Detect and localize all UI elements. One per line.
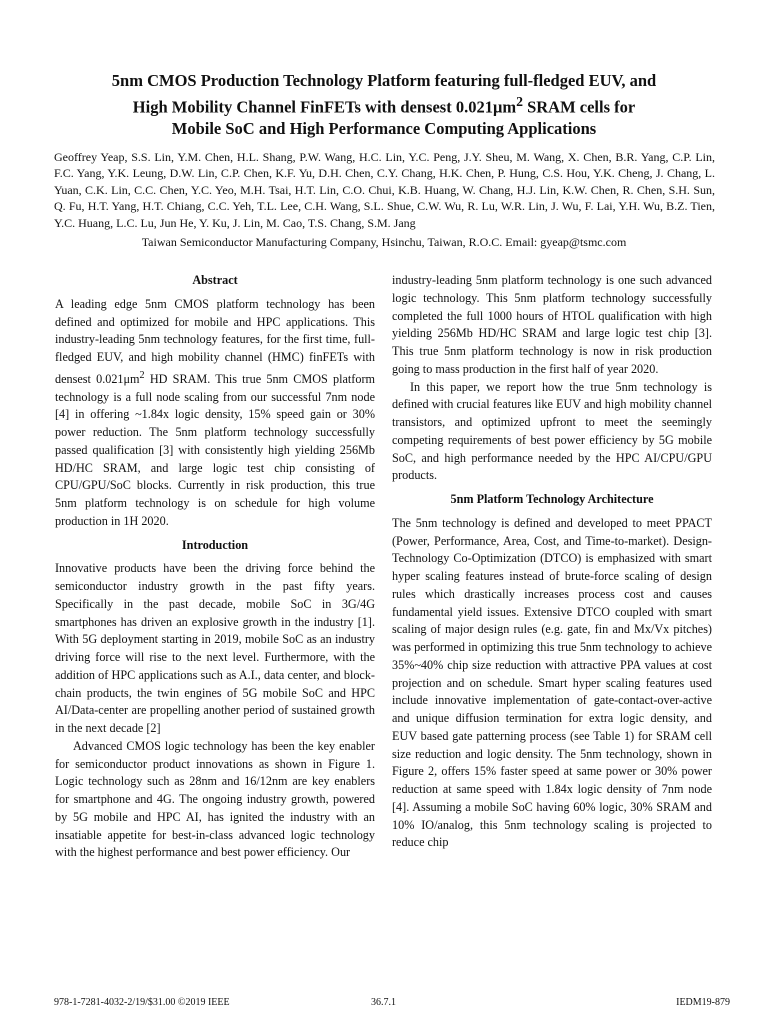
affiliation: Taiwan Semiconductor Manufacturing Company, Hsinchu, Taiwan, R.O.C. Email: gyeap@tsmc.com xyxy=(141,235,627,249)
title-line-2-end: SRAM cells for xyxy=(522,97,636,117)
title-line-1: 5nm CMOS Production Technology Platform featuring full-fledged EUV, and xyxy=(111,71,657,90)
intro-paragraph-1: Innovative products have been the driving force behind the semiconductor industry growth in the past fifty years. Specifically in the past decade, mobile SoC in 3G/4G smartphones has driven an explosive growth in the industry [1]. With 5G deployment starting in 2019, mobile SoC as an industry driving force will rise to the next level. Furthermore, with the addition of HPC applications such as A.I., data center, and block-chain products, the twin engines of 5G mobile SoC and HPC AI/Data-center are propelling another period of sustained growth in the next decade [2] xyxy=(55,561,375,736)
abstract-heading: Abstract xyxy=(192,273,238,287)
architecture-heading: 5nm Platform Technology Architecture xyxy=(450,492,654,506)
abstract-text-part-2: HD SRAM. This true 5nm CMOS platform technology is a full node scaling from our successful 7nm node [4] in offering ~1.84x logic density, 15% speed gain or 30% power reduction. The 5nm platform technology successfully passed qualification [3] with consistently high yielding 256Mb HD/HC SRAM, and large logic test chip consisting of CPU/GPU/SoC blocks. Currently in risk production, this true 5nm platform technology is on schedule for high volume production in 1H 2020. xyxy=(55,371,375,528)
intro-paragraph-4: In this paper, we report how the true 5nm technology is defined with crucial features like EUV and high mobility channel transistors, and optimized upfront to meet the seemingly competing requirements of best power efficiency by 5G mobile SoC, and high performance needed by the HPC AI/CPU/GPU products. xyxy=(392,379,712,483)
footer-isbn: 978-1-7281-4032-2/19/$31.00 ©2019 IEEE xyxy=(54,997,230,1008)
abstract-text-part-1: A leading edge 5nm CMOS platform technology has been defined and optimized for mobile and HPC applications. This industry-leading 5nm technology features, for the first time, full-fledged EUV, and high mobility channel (HMC) finFETs with densest 0.021μm xyxy=(55,296,375,386)
title-line-3: Mobile SoC and High Performance Computing Applications xyxy=(171,118,597,138)
left-column xyxy=(55,272,375,862)
architecture-paragraph-1: The 5nm technology is defined and developed to meet PPACT (Power, Performance, Area, Cost, and Time-to-market). Design-Technology Co-Optimization (DTCO) is emphasized with smart hyper scaling features instead of brute-force scaling of design rules which drastically increases process cost and causes fundamental yield issues. Extensive DTCO coupled with smart scaling of major design rules (e.g. gate, fin and Mx/Vx pitches) was performed in optimizing this true 5nm technology to achieve 35%~40% chip size reduction with attractive PPA values at cost projection and on schedule. Smart hyper scaling features used include innovative implementation of gate-contact-over-active and unique diffusion termination for extra logic density, and EUV based gate patterning process (see Table 1) for SRAM cell size reduction and logic density. The 5nm technology, shown in Figure 2, offers 15% faster speed at same power or 30% power reduction at same speed with 1.84x logic density of 7nm node [4]. Assuming a mobile SoC having 60% logic, 30% SRAM and 10% IO/analog, this 5nm technology scaling is projected to reduce chip xyxy=(392,515,712,850)
title-mu-symbol: μ xyxy=(492,97,503,117)
title-line-2-start: High Mobility Channel FinFETs with densest 0.021 xyxy=(132,97,493,117)
abstract-squared: 2 xyxy=(139,369,145,381)
footer-conference-id: IEDM19-879 xyxy=(676,997,730,1008)
introduction-heading: Introduction xyxy=(181,537,249,552)
author-list: Geoffrey Yeap, S.S. Lin, Y.M. Chen, H.L. Shang, P.W. Wang, H.C. Lin, Y.C. Peng, J.Y. Sheu, M. Wang, X. Chen, B.R. Yang, C.P. Lin, F.C. Yang, Y.K. Leung, D.W. Lin, C.P. Chen, K.F. Yu, D.H. Chen, C.Y. Chang, H.K. Chen, P. Hung, C.S. Hou, Y.K. Cheng, J. Chang, L. Yuan, C.K. Lin, C.C. Chen, Y.C. Yeo, M.H. Tsai, H.T. Lin, C.O. Chui, K.B. Huang, W. Chang, H.J. Lin, K.W. Chen, R. Chen, S.H. Sun, Q. Fu, H.T. Yang, H.T. Chiang, C.C. Yeh, T.L. Lee, C.H. Wang, S.L. Shue, C.W. Wu, R. Lu, W.R. Lin, J. Wu, F. Lai, Y.H. Wu, B.Z. Tien, Y.C. Huang, L.C. Lu, Jun He, Y. Ku, J. Lin, M. Cao, T.S. Chang, S.M. Jang xyxy=(54,150,715,230)
title-m-unit: m xyxy=(502,97,517,117)
title-line-2 xyxy=(40,91,728,118)
footer-page-number: 36.7.1 xyxy=(371,997,396,1008)
right-column xyxy=(392,272,712,852)
intro-paragraph-3: industry-leading 5nm platform technology is one such advanced logic technology. This 5nm platform technology successfully completed the full 1000 hours of HTOL qualification with high yielding 256Mb HD/HC SRAM and large logic test chip [3]. This true 5nm platform technology is now in risk production going to mass production in the first half of year 2020. xyxy=(392,273,712,376)
title-squared: 2 xyxy=(516,94,523,109)
paper-title xyxy=(40,70,728,139)
page-footer xyxy=(54,996,730,1010)
intro-paragraph-2: Advanced CMOS logic technology has been the key enabler for semiconductor product innovations as shown in Figure 1. Logic technology such as 28nm and 16/12nm are key enablers for smartphone and 4G. The ongoing industry growth, powered by 5G mobile and HPC AI, has ignited the industry with an insatiable appetite for best-in-class advanced logic technology with the highest performance and best power efficiency. Our xyxy=(55,738,375,860)
abstract-text xyxy=(55,296,375,531)
